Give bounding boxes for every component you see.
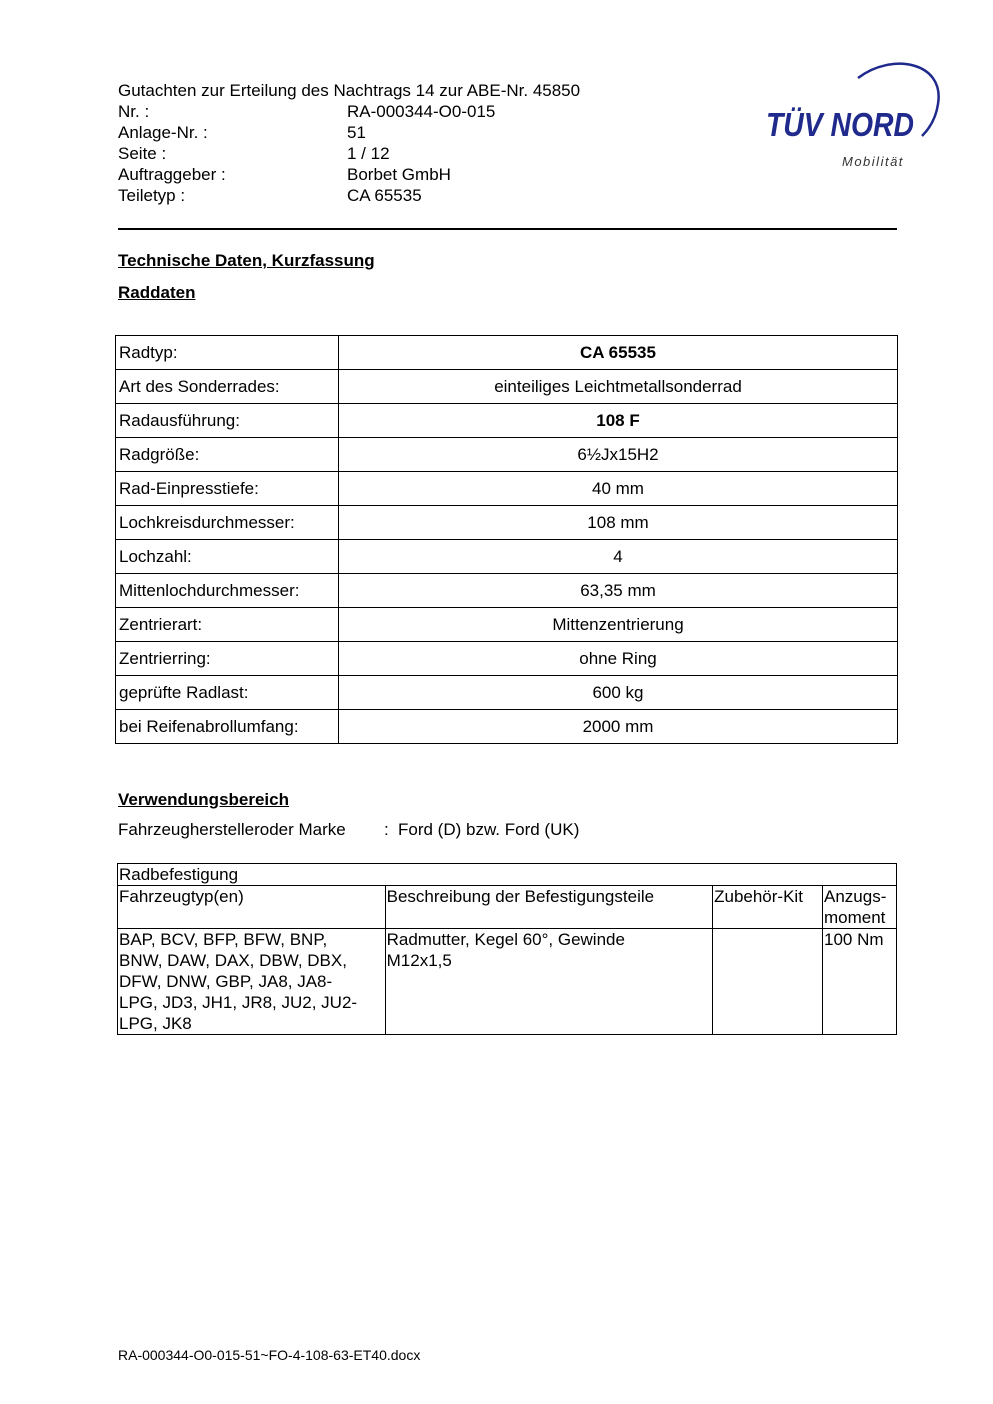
row-value: 108 mm: [339, 506, 898, 540]
header-divider: [118, 228, 897, 230]
header-label: Anlage-Nr. :: [118, 123, 208, 142]
table-title-row: [118, 864, 897, 886]
header-row-anlage: [118, 122, 580, 143]
table-row: [116, 642, 898, 676]
section-heading-verwendungsbereich: Verwendungsbereich: [118, 790, 289, 809]
fahrzeugtyp-line: BAP, BCV, BFP, BFW, BNP,: [119, 930, 328, 949]
row-label: Lochzahl:: [116, 540, 339, 574]
table-row: [116, 574, 898, 608]
table-header-row: [118, 886, 897, 929]
header-row-nr: [118, 101, 580, 122]
row-value: 2000 mm: [339, 710, 898, 744]
table-row: [116, 506, 898, 540]
header-beschreibung: Beschreibung der Befestigungsteile: [385, 886, 712, 929]
row-label: Radtyp:: [116, 336, 339, 370]
header-label: Teiletyp :: [118, 186, 186, 205]
table-row: [116, 370, 898, 404]
row-label: geprüfte Radlast:: [116, 676, 339, 710]
row-label: Radausführung:: [116, 404, 339, 438]
hersteller-line: [118, 820, 579, 840]
header-label: Seite :: [118, 144, 167, 163]
table-row: [116, 404, 898, 438]
header-value: 51: [347, 123, 366, 142]
fahrzeugtyp-line: DFW, DNW, GBP, JA8, JA8-: [119, 972, 333, 991]
header-row-teiletyp: [118, 185, 580, 206]
row-label: Lochkreisdurchmesser:: [116, 506, 339, 540]
logo-brand: TÜV NORD: [766, 106, 914, 143]
header-row-auftraggeber: [118, 164, 580, 185]
header-value: 1 / 12: [347, 144, 390, 163]
beschreibung-line: M12x1,5: [386, 951, 452, 970]
tuev-nord-logo: [760, 56, 945, 172]
header-label: Auftraggeber :: [118, 165, 226, 184]
row-label: Zentrierart:: [116, 608, 339, 642]
header-anzugsmoment: [823, 886, 897, 929]
document-header: [118, 80, 580, 206]
row-label: Rad-Einpresstiefe:: [116, 472, 339, 506]
header-anzugsmoment-line: moment: [824, 908, 886, 927]
row-value: ohne Ring: [339, 642, 898, 676]
row-value: 600 kg: [339, 676, 898, 710]
raddaten-table: [115, 335, 898, 744]
cell-beschreibung: [385, 929, 712, 1035]
row-value: 108 F: [339, 404, 898, 438]
table-row: [116, 336, 898, 370]
cell-anzugsmoment: 100 Nm: [823, 929, 897, 1035]
table-row: [118, 929, 897, 1035]
header-value: Borbet GmbH: [347, 165, 451, 184]
cell-fahrzeugtypen: [118, 929, 386, 1035]
header-zubehoer-kit: Zubehör-Kit: [713, 886, 823, 929]
header-value: RA-000344-O0-015: [347, 102, 496, 121]
table-row: [116, 472, 898, 506]
header-value: CA 65535: [347, 186, 422, 205]
table-row: [116, 676, 898, 710]
row-value: 4: [339, 540, 898, 574]
header-row-seite: [118, 143, 580, 164]
row-value: 63,35 mm: [339, 574, 898, 608]
fahrzeugtyp-line: BNW, DAW, DAX, DBW, DBX,: [119, 951, 347, 970]
row-value: einteiliges Leichtmetallsonderrad: [339, 370, 898, 404]
header-anzugsmoment-line: Anzugs-: [824, 887, 887, 906]
table-row: [116, 540, 898, 574]
table-row: [116, 438, 898, 472]
fahrzeugtyp-line: LPG, JK8: [119, 1014, 192, 1033]
hersteller-label: Fahrzeugherstelleroder Marke: [118, 820, 346, 839]
row-label: bei Reifenabrollumfang:: [116, 710, 339, 744]
fahrzeugtyp-line: LPG, JD3, JH1, JR8, JU2, JU2-: [119, 993, 358, 1012]
row-label: Mittenlochdurchmesser:: [116, 574, 339, 608]
row-label: Art des Sonderrades:: [116, 370, 339, 404]
footer-filename: RA-000344-O0-015-51~FO-4-108-63-ET40.docx: [118, 1347, 421, 1363]
table-row: [116, 710, 898, 744]
section-heading-raddaten: Raddaten: [118, 283, 196, 302]
document-title: Gutachten zur Erteilung des Nachtrags 14 zur ABE-Nr. 45850: [118, 81, 581, 100]
section-heading-technische-daten: Technische Daten, Kurzfassung: [118, 251, 375, 270]
table-row: [116, 608, 898, 642]
row-value: 40 mm: [339, 472, 898, 506]
row-label: Zentrierring:: [116, 642, 339, 676]
row-label: Radgröße:: [116, 438, 339, 472]
beschreibung-line: Radmutter, Kegel 60°, Gewinde: [386, 930, 625, 949]
row-value: CA 65535: [339, 336, 898, 370]
logo-tagline: Mobilität: [842, 154, 904, 169]
radbefestigung-table: [117, 863, 897, 1035]
row-value: Mittenzentrierung: [339, 608, 898, 642]
header-fahrzeugtyp: Fahrzeugtyp(en): [118, 886, 386, 929]
header-label: Nr. :: [118, 102, 150, 121]
hersteller-value: Ford (D) bzw. Ford (UK): [398, 820, 580, 839]
hersteller-colon: :: [384, 820, 389, 839]
radbefestigung-title: Radbefestigung: [118, 864, 897, 886]
row-value: 6½Jx15H2: [339, 438, 898, 472]
cell-zubehoer-kit: [713, 929, 823, 1035]
